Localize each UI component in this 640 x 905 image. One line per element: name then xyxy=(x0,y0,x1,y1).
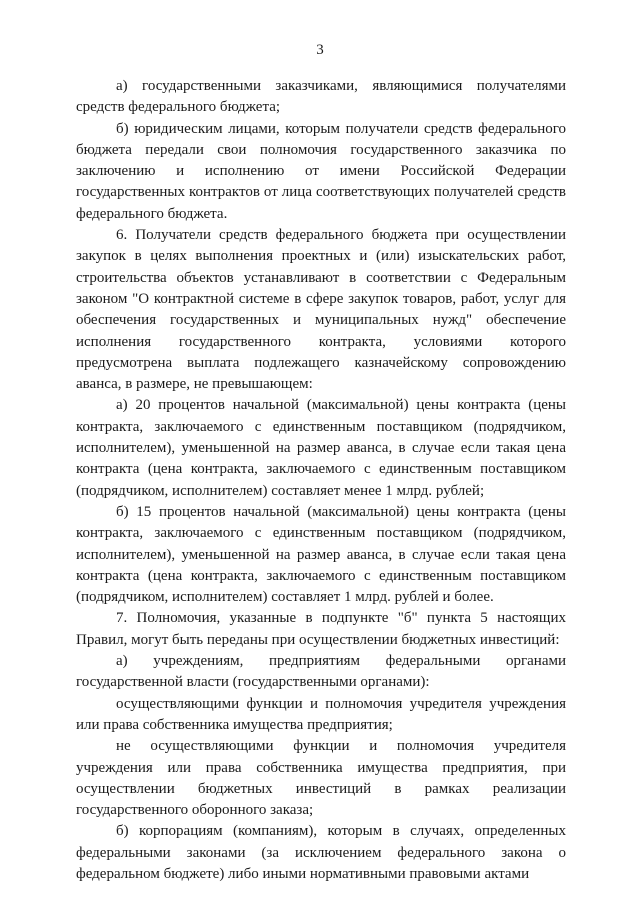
paragraph-clause-6b: б) 15 процентов начальной (максимальной) цены контракта (цены контракта, заключаемого с единственным поставщиком (подрядчиком, исполнителем), уменьшенной на размер аванса, в случае если такая цена контракта (цена контракта, заключаемого с единственным поставщиком (подрядчиком, исполнителем) составляет 1 млрд. рублей и более. xyxy=(76,503,566,606)
paragraph-clause-6a: а) 20 процентов начальной (максимальной) цены контракта (цены контракта, заключаемого с единственным поставщиком (подрядчиком, исполнителем), уменьшенной на размер аванса, в случае если такая цена контракта (цена контракта, заключаемого с единственным поставщиком (подрядчиком, исполнителем) составляет менее 1 млрд. рублей; xyxy=(76,397,566,499)
paragraph-clause-7a: а) учреждениям, предприятиям федеральными органами государственной власти (государственными органами): xyxy=(76,653,566,691)
paragraph-clause-5b: б) юридическим лицами, которым получатели средств федерального бюджета передали свои полномочия государственного заказчика по заключению и исполнению от имени Российской Федерации государственных контрактов от лица соответствующих получателей средств федерального бюджета. xyxy=(76,120,566,222)
paragraph-clause-7b: б) корпорациям (компаниям), которым в случаях, определенных федеральными законами (за исключением федерального закона о федеральном бюджете) либо иными нормативными правовыми актами xyxy=(76,823,566,882)
paragraph-clause-7a-item-2: не осуществляющими функции и полномочия учредителя учреждения или права собственника имущества предприятия, при осуществлении бюджетных инвестиций в рамках реализации государственного оборонного заказа; xyxy=(76,738,566,819)
document-body xyxy=(76,76,566,885)
paragraph-clause-5a: а) государственными заказчиками, являющимися получателями средств федерального бюджета; xyxy=(76,78,566,116)
page-number: 3 xyxy=(316,42,324,58)
paragraph-clause-6: 6. Получатели средств федерального бюджета при осуществлении закупок в целях выполнения проектных и (или) изыскательских работ, строительства объектов устанавливают в соответствии с Федеральным законом "О контрактной системе в сфере закупок товаров, работ, услуг для обеспечения государственных и муниципальных нужд" обеспечение исполнения государственного контракта, условиями которого предусмотрена выплата подлежащего казначейскому сопровождению аванса, в размере, не превышающем: xyxy=(76,227,566,393)
paragraph-clause-7: 7. Полномочия, указанные в подпункте "б" пункта 5 настоящих Правил, могут быть переданы при осуществлении бюджетных инвестиций: xyxy=(76,610,566,648)
paragraph-clause-7a-item-1: осуществляющими функции и полномочия учредителя учреждения или права собственника имущества предприятия; xyxy=(76,695,566,733)
